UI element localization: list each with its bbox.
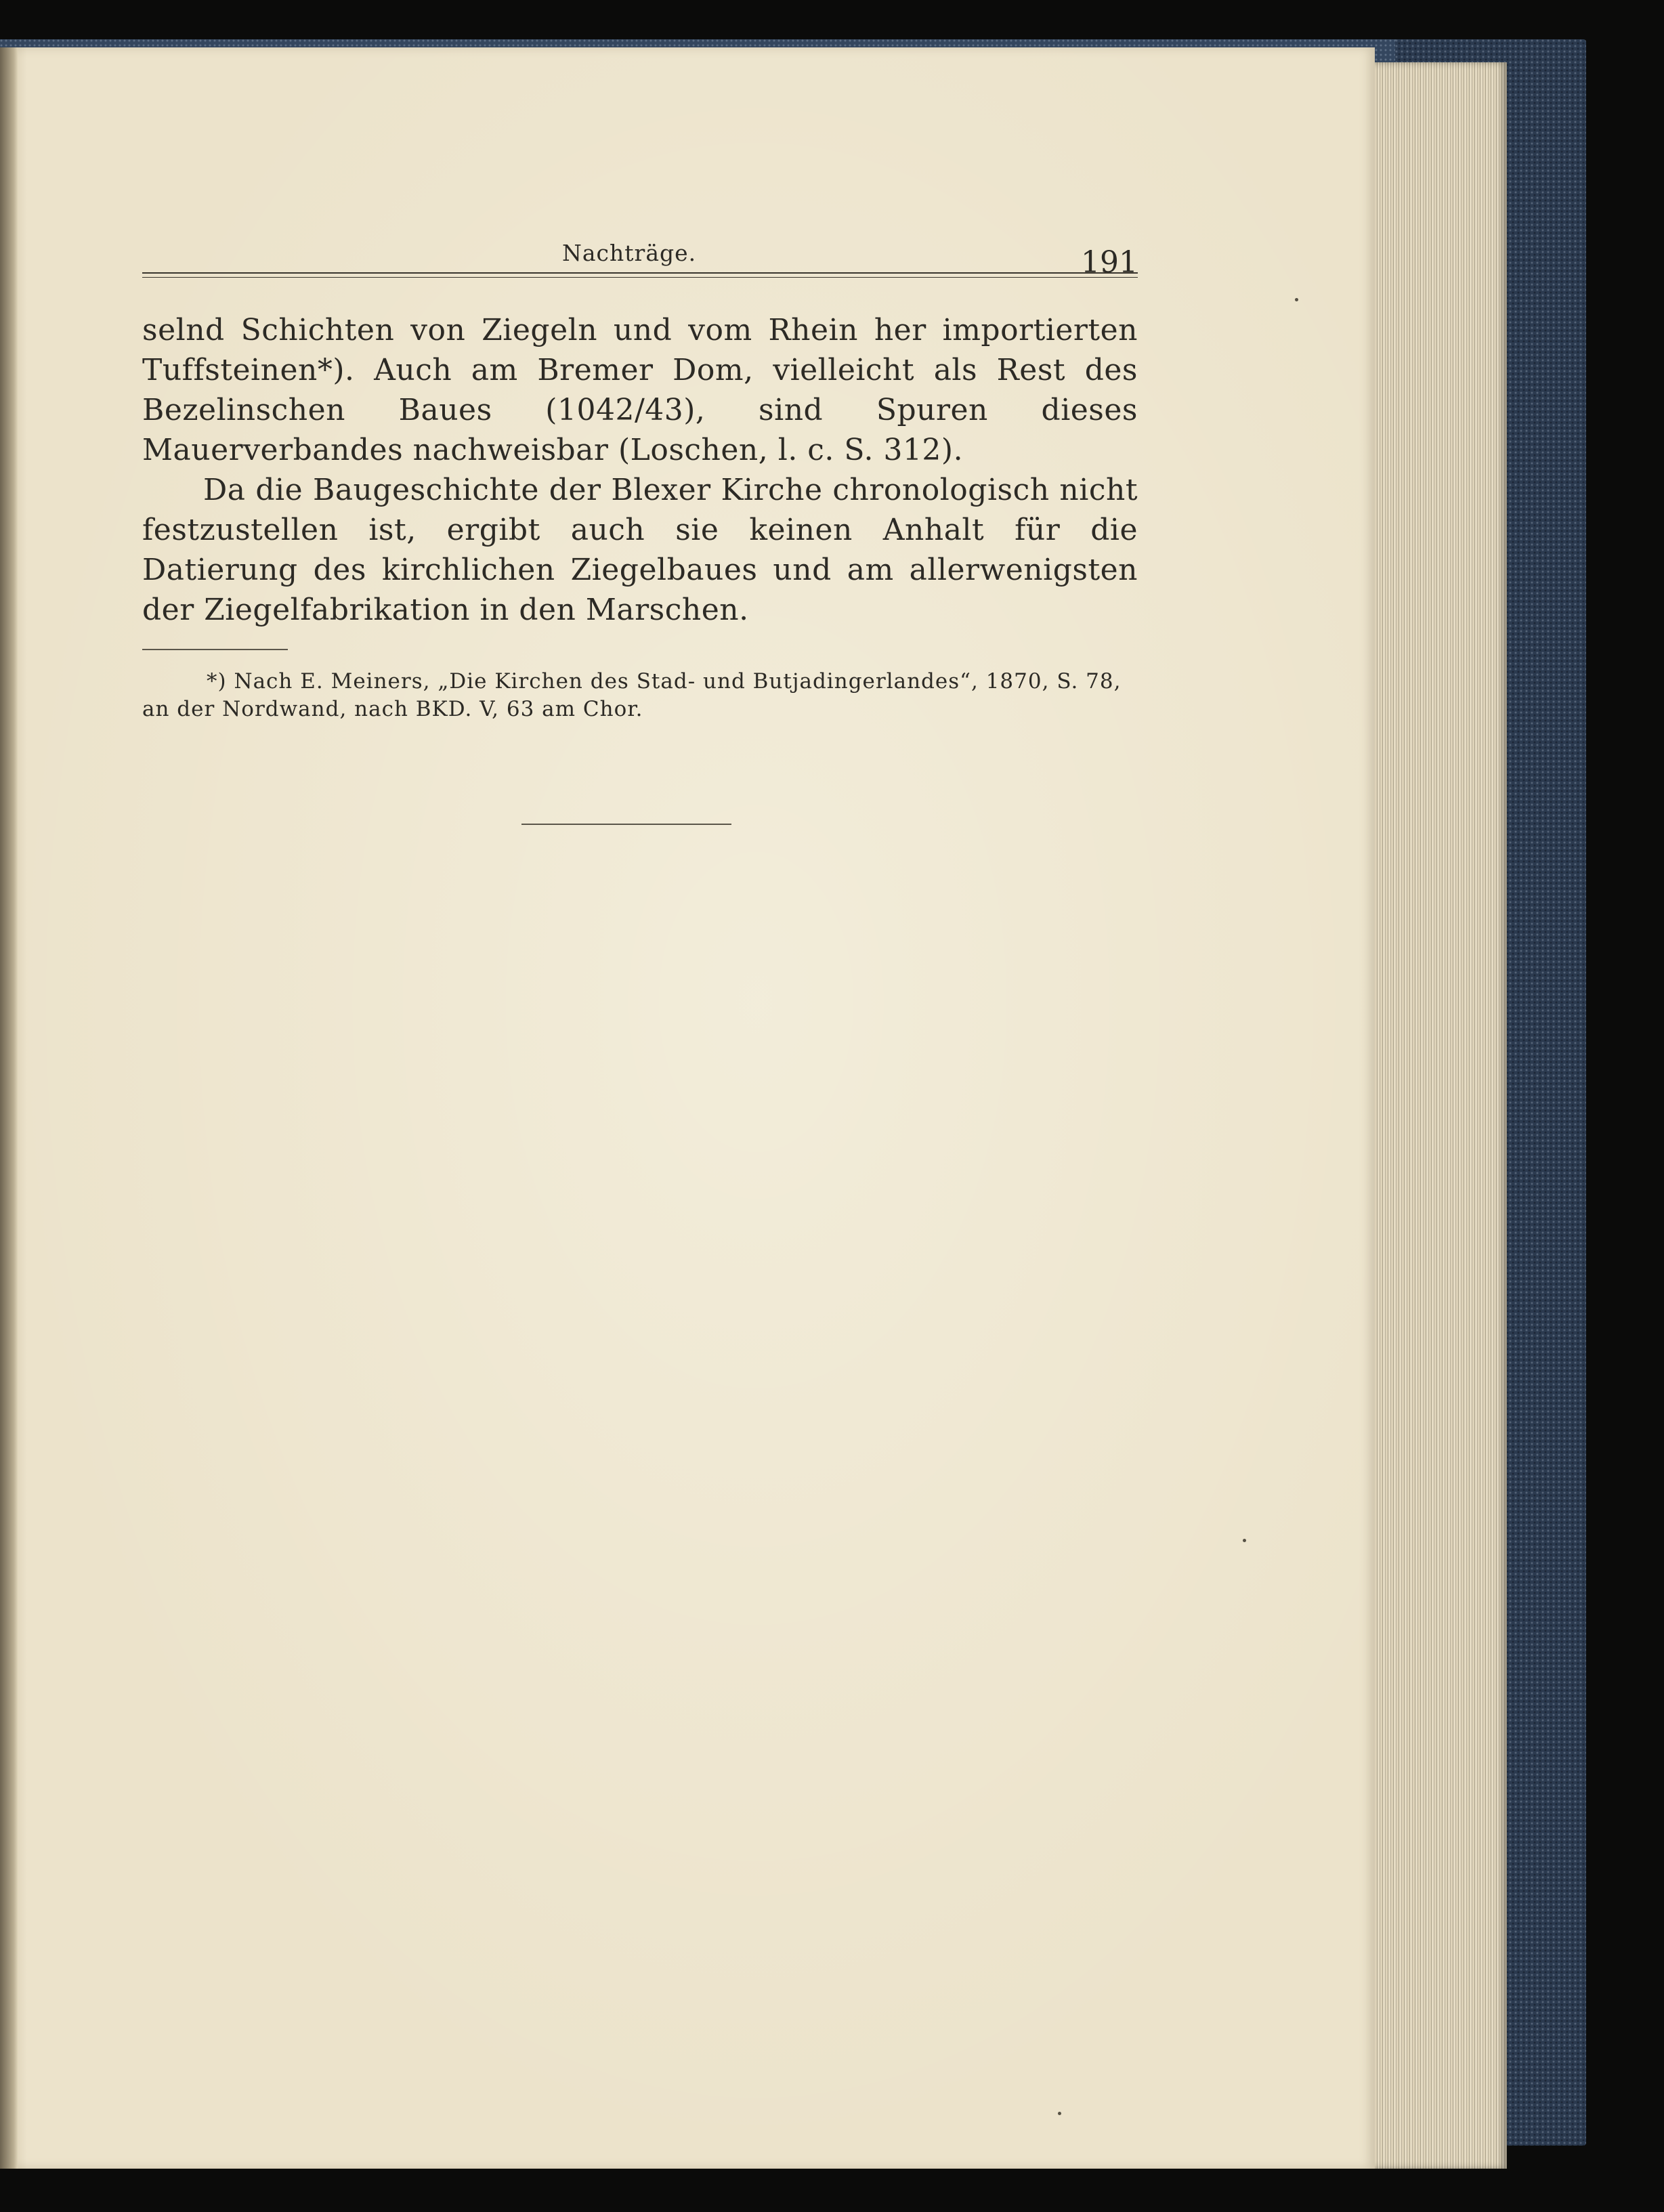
page-header xyxy=(142,224,1138,284)
paper-speck xyxy=(1295,298,1298,301)
page-content xyxy=(142,224,1138,825)
paper-speck xyxy=(1243,1539,1246,1542)
header-rule xyxy=(142,272,1138,274)
end-rule xyxy=(521,824,731,825)
paragraph: Da die Baugeschichte der Blexer Kirche chronologisch nicht festzustellen ist, ergibt auch sie keinen Anhalt für die Datierung des kirchlichen Ziegelbaues und am allerwenigsten der Ziegelfabrikation in den Marschen. xyxy=(142,473,1138,627)
running-title: Nachträge. xyxy=(562,240,697,266)
body-text xyxy=(142,310,1138,630)
footnote: *) Nach E. Meiners, „Die Kirchen des Stad- und Butjadingerlandes“, 1870, S. 78, an der Nordwand, nach BKD. V, 63 am Chor. xyxy=(142,669,1122,721)
footnote-rule xyxy=(142,649,288,650)
paper-speck xyxy=(1058,2112,1061,2115)
paragraph: selnd Schichten von Ziegeln und vom Rhein her importierten Tuffsteinen*). Auch am Bremer Dom, vielleicht als Rest des Bezelinschen Baues (1042/43), sind Spuren dieses Mauerverbandes nachweisbar (Loschen, l. c. S. 312). xyxy=(142,313,1138,467)
page-edges xyxy=(1361,62,1507,2169)
page-number: 191 xyxy=(1081,245,1138,280)
page-gutter xyxy=(0,47,18,2169)
header-rule-thin xyxy=(142,277,1138,278)
